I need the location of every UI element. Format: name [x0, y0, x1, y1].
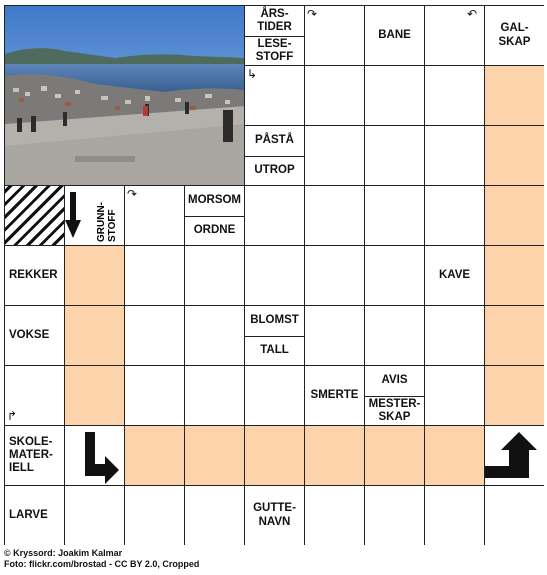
answer-cell[interactable]: [304, 305, 364, 365]
clue-galskap: [484, 5, 544, 65]
answer-cell[interactable]: [244, 185, 304, 245]
clue-text: LARVE: [9, 508, 48, 521]
clue-text: GAL- SKAP: [498, 22, 531, 48]
clue-pair: [244, 305, 304, 365]
answer-cell[interactable]: [184, 365, 244, 425]
answer-cell[interactable]: [364, 305, 424, 365]
clue-mesterskap: MESTER- SKAP: [365, 396, 424, 426]
clue-arstider: ÅRS- TIDER: [257, 7, 292, 33]
hatch-block: [4, 185, 64, 245]
clue-grunnstoff: GRUNN- STOFF: [96, 202, 118, 242]
answer-cell[interactable]: [124, 485, 184, 545]
clue-pair: [184, 185, 244, 245]
answer-cell[interactable]: [304, 185, 364, 245]
clue-ordne: ORDNE: [185, 216, 244, 246]
solution-cell[interactable]: [64, 305, 124, 365]
clue-tall: TALL: [245, 336, 304, 366]
clue-text: REKKER: [9, 268, 58, 281]
clue-text: SKOLE- MATER- IELL: [9, 435, 53, 475]
answer-cell[interactable]: [484, 485, 544, 545]
bergen-view-photo-icon: [5, 6, 244, 185]
solution-cell[interactable]: [364, 425, 424, 485]
solution-cell[interactable]: [484, 185, 544, 245]
solution-cell[interactable]: [184, 425, 244, 485]
clue-lesestoff: LESE- STOFF: [245, 36, 304, 66]
solution-cell[interactable]: [484, 365, 544, 425]
clue-guttenavn: [244, 485, 304, 545]
clue-pasta: PÅSTÅ: [255, 134, 294, 147]
solution-cell[interactable]: [124, 425, 184, 485]
answer-cell[interactable]: [364, 245, 424, 305]
crossword-board: [4, 5, 544, 545]
answer-cell[interactable]: [304, 125, 364, 185]
clue-text: KAVE: [438, 268, 471, 281]
clue-arrow-icon: ↳: [247, 67, 258, 81]
clue-blomst: BLOMST: [250, 314, 299, 327]
answer-cell[interactable]: [424, 65, 484, 125]
clue-text: BANE: [378, 28, 411, 41]
city-photo: [4, 5, 244, 185]
corner-arrow-icon: [485, 426, 545, 486]
clue-text: SMERTE: [310, 388, 359, 401]
turn-arrow-icon: [65, 426, 125, 486]
clue-bane: [364, 5, 424, 65]
answer-cell[interactable]: [424, 365, 484, 425]
clue-text: GUTTE- NAVN: [253, 502, 296, 528]
clue-arrow-icon: ↷: [127, 187, 138, 201]
solution-cell[interactable]: [244, 425, 304, 485]
clue-text: VOKSE: [9, 328, 50, 341]
corner-arrow-cell: [484, 425, 544, 485]
solution-cell[interactable]: [64, 365, 124, 425]
answer-cell[interactable]: [64, 485, 124, 545]
answer-cell[interactable]: [364, 125, 424, 185]
clue-utrop: UTROP: [245, 156, 304, 186]
answer-cell[interactable]: [364, 185, 424, 245]
clue-kave: [424, 245, 484, 305]
solution-cell[interactable]: [64, 245, 124, 305]
credits: [4, 548, 199, 570]
clue-vokse: [4, 305, 64, 365]
solution-cell[interactable]: [484, 305, 544, 365]
answer-cell[interactable]: [364, 65, 424, 125]
clue-arrow-icon: ↶: [467, 7, 478, 21]
answer-cell[interactable]: [304, 65, 364, 125]
answer-cell[interactable]: [184, 485, 244, 545]
photo-credit: Foto: flickr.com/brostad - CC BY 2.0, Cropped: [4, 559, 200, 569]
clue-pair: [244, 5, 304, 65]
answer-cell[interactable]: [424, 5, 484, 65]
answer-cell[interactable]: [124, 305, 184, 365]
solution-cell[interactable]: [484, 65, 544, 125]
answer-cell[interactable]: [424, 485, 484, 545]
clue-arrow-icon: ↱: [7, 409, 18, 423]
answer-cell[interactable]: [244, 245, 304, 305]
answer-cell[interactable]: [184, 245, 244, 305]
clue-pair: [364, 365, 424, 425]
answer-cell[interactable]: [124, 185, 184, 245]
answer-cell[interactable]: [364, 485, 424, 545]
clue-smerte: [304, 365, 364, 425]
solution-cell[interactable]: [484, 245, 544, 305]
clue-larve: [4, 485, 64, 545]
answer-cell[interactable]: [304, 5, 364, 65]
answer-cell[interactable]: [244, 65, 304, 125]
answer-cell[interactable]: [124, 245, 184, 305]
answer-cell[interactable]: [244, 365, 304, 425]
answer-cell[interactable]: [304, 485, 364, 545]
solution-cell[interactable]: [304, 425, 364, 485]
turn-arrow-cell: [64, 425, 124, 485]
answer-cell[interactable]: [4, 365, 64, 425]
answer-cell[interactable]: [424, 185, 484, 245]
clue-pair: [244, 125, 304, 185]
author-credit: © Kryssord: Joakim Kalmar: [4, 548, 123, 558]
answer-cell[interactable]: [424, 305, 484, 365]
clue-skolemateriell: [4, 425, 64, 485]
answer-cell[interactable]: [304, 245, 364, 305]
clue-avis: AVIS: [381, 374, 408, 387]
clue-arrow-icon: ↷: [307, 7, 318, 21]
solution-cell[interactable]: [424, 425, 484, 485]
clue-morsom: MORSOM: [187, 194, 242, 207]
start-arrow-cell: [64, 185, 124, 245]
solution-cell[interactable]: [484, 125, 544, 185]
answer-cell[interactable]: [424, 125, 484, 185]
answer-cell[interactable]: [124, 365, 184, 425]
clue-rekker: [4, 245, 64, 305]
answer-cell[interactable]: [184, 305, 244, 365]
